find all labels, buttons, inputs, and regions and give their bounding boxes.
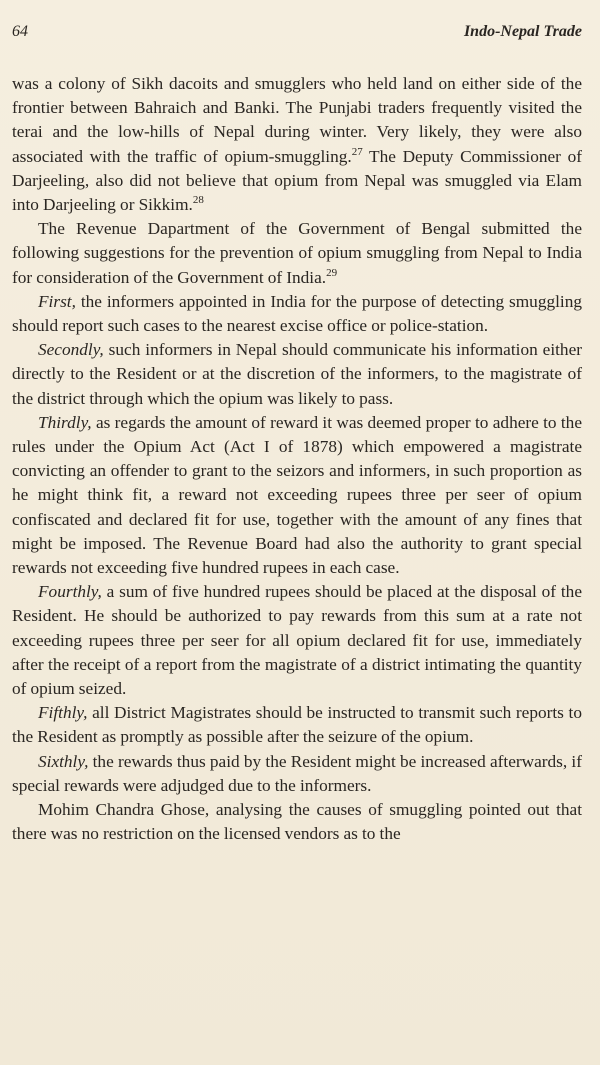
paragraph-text: as regards the amount of reward it was deemed proper to adhere to the rules under the Opium Act (Act I of 1878) which empowered a magistrate convicting an offender to grant to the seizors and informers, in such proportion as he might think fit, a reward not exceeding rupees three per seer of opium confiscated and declared fit for use, together with the amount of any fines that might be imposed. The Revenue Board had also the authority to grant special rewards not exceeding five hundred rupees in each case. bbox=[12, 412, 582, 578]
paragraph-secondly bbox=[12, 338, 582, 411]
paragraph-text: Mohim Chandra Ghose, analysing the causes of smuggling pointed out that there was no restriction on the licensed vendors as to the bbox=[12, 800, 582, 844]
footnote-marker-29: 29 bbox=[326, 266, 338, 279]
footnote-marker-28: 28 bbox=[192, 194, 204, 207]
paragraph-2 bbox=[12, 217, 582, 290]
paragraph-text: the informers appointed in India for the purpose of detecting smuggling should report such cases to the nearest excise office or police-station. bbox=[12, 291, 582, 336]
enumeration-lead: Secondly, bbox=[38, 340, 104, 360]
paragraph-first bbox=[12, 290, 582, 338]
paragraph-text: was a colony of Sikh dacoits and smugglers who held land on either side of the frontier between Bahraich and Banki. The Punjabi traders frequently visited the terai and the low-hills of Nepal during winter. Very likely, they were also associated with the traffic of opium-smuggling. bbox=[12, 74, 582, 166]
enumeration-lead: Thirdly, bbox=[38, 412, 92, 432]
running-title: Indo-Nepal Trade bbox=[463, 23, 582, 40]
enumeration-lead: Fourthly, bbox=[38, 582, 102, 602]
enumeration-lead: First, bbox=[38, 291, 76, 311]
paragraph-thirdly bbox=[12, 411, 582, 580]
paragraph-text: a sum of five hundred rupees should be placed at the disposal of the Resident. He should be authorized to pay rewards from this sum at a rate not exceeding rupees three per seer for all opium declared fit for use, immediately after the receipt of a report from the magistrate of a district intimating the quantity of opium seized. bbox=[12, 582, 582, 699]
paragraph-text: The Revenue Dapartment of the Government of Bengal submitted the following suggestions for the prevention of opium smuggling from Nepal to India for consideration of the Government of India. bbox=[12, 219, 582, 287]
enumeration-lead: Sixthly, bbox=[38, 751, 89, 771]
paragraph-fifthly bbox=[12, 701, 582, 749]
paragraph-text: the rewards thus paid by the Resident might be increased afterwards, if special rewards were adjudged due to the informers. bbox=[12, 751, 582, 795]
paragraph-text: such informers in Nepal should communicate his information either directly to the Resident or at the discretion of the informers, to the magistrate of the district through which the opium was likely to pass. bbox=[12, 340, 582, 408]
paragraph-text: all District Magistrates should be instructed to transmit such reports to the Resident as promptly as possible after the seizure of the opium. bbox=[12, 703, 582, 747]
paragraph-1 bbox=[12, 72, 582, 217]
running-head bbox=[12, 22, 582, 42]
paragraph-fourthly bbox=[12, 580, 582, 701]
body-text bbox=[12, 72, 582, 847]
paragraph-mohim-chandra-ghose bbox=[12, 798, 582, 846]
footnote-marker-27: 27 bbox=[351, 145, 363, 158]
paragraph-text: The Deputy Commissioner of Darjeeling, also did not believe that opium from Nepal was smuggled via Elam into Darjeeling or Sikkim. bbox=[12, 146, 582, 215]
paragraph-sixthly bbox=[12, 750, 582, 798]
enumeration-lead: Fifthly, bbox=[38, 703, 88, 723]
page-number: 64 bbox=[12, 23, 28, 40]
